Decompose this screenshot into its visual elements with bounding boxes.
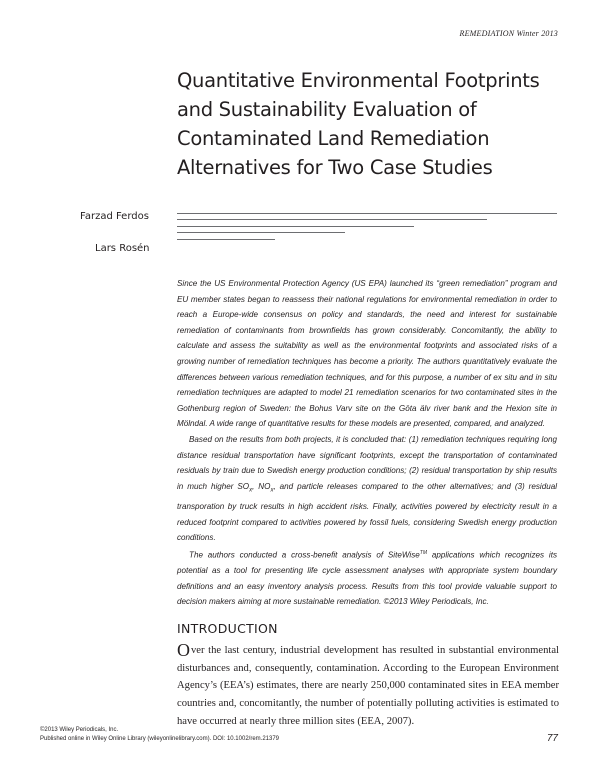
- footer-info: [40, 726, 279, 743]
- copyright-line: ©2013 Wiley Periodicals, Inc.: [40, 727, 119, 733]
- title-line: Quantitative Environmental Footprints: [177, 69, 540, 92]
- decorative-rule: [177, 213, 557, 214]
- decorative-rule: [177, 232, 345, 233]
- drop-cap: O: [177, 640, 190, 660]
- title-line: Alternatives for Two Case Studies: [177, 156, 493, 179]
- article-title: [177, 66, 577, 182]
- intro-paragraph: [177, 642, 559, 731]
- abstract-paragraph: Based on the results from both projects, it is concluded that: (1) remediation techniques requiring long distance residual transportation have significant footprints, except the transportation of contaminated residuals by train due to Swedish energy production conditions; (2) residual transportation by ship results in much higher $SO_x$, $NO_x$, and particle releases compared to the other alternatives; and (3) residual transporation by truck results in high accident risks. Finally, activities powered by electricity result in a reduced footprint compared to activities powered by fossil fuels, considering Swedish energy production conditions.: [177, 434, 558, 543]
- title-line: and Sustainability Evaluation of: [177, 98, 477, 121]
- author-name: Farzad Ferdos: [80, 211, 149, 222]
- section-heading: INTRODUCTION: [177, 621, 278, 636]
- intro-text: ver the last century, industrial development has resulted in substantial environmental disturbances and, consequently, contamination. According to the European Environment Agency’s (EEA’s) estimates, there are nearly 250,000 contaminated sites in EEA member countries and, concomitantly, the number of potentially polluting activities is estimated to have occurred at nearly three million sites (EEA, 2007).: [177, 645, 559, 727]
- abstract: [177, 276, 557, 610]
- page-number: 77: [546, 733, 558, 744]
- decorative-rule: [177, 239, 275, 240]
- author-name: Lars Rosén: [95, 243, 150, 254]
- title-line: Contaminated Land Remediation: [177, 127, 490, 150]
- decorative-rule: [177, 226, 414, 227]
- abstract-paragraph: The authors conducted a cross-benefit analysis of SiteWise™ applications which recognizes its potential as a tool for presenting life cycle assessment analyses with appropriate system boundary definitions and an easy inventory analysis process. Results from this tool provide valuable support to decision makers aiming at more sustainable remediation. ©2013 Wiley Periodicals, Inc.: [177, 549, 557, 607]
- journal-header: REMEDIATION Winter 2013: [459, 29, 558, 38]
- abstract-paragraph: Since the US Environmental Protection Agency (US EPA) launched its “green remediation” program and EU member states began to reassess their national regulations for environmental remediation in order to reach a Europe-wide consensus on policy and standards, the need and interest for sustainable remediation of contaminants from brownfields has grown considerably. Concomitantly, the ability to calculate and assess the suitability as well as the environmental footprints and associated risks of a growing number of remediation techniques has become a priority. The authors quantitatively evaluate the differences between various remediation techniques, and for this purpose, a number of ex situ and in situ remediation techniques are adapted to model 21 remediation scenarios for two contaminated sites in the Gothenburg region of Sweden: the Bohus Varv site on the Göta älv river bank and the Hexion site in Mölndal. A wide range of quantitative results for these models are presented, compared, and analyzed.: [177, 279, 557, 429]
- publication-line: Published online in Wiley Online Library (wileyonlinelibrary.com). DOI: 10.1002/rem.21379: [40, 735, 280, 742]
- decorative-rule: [177, 219, 487, 220]
